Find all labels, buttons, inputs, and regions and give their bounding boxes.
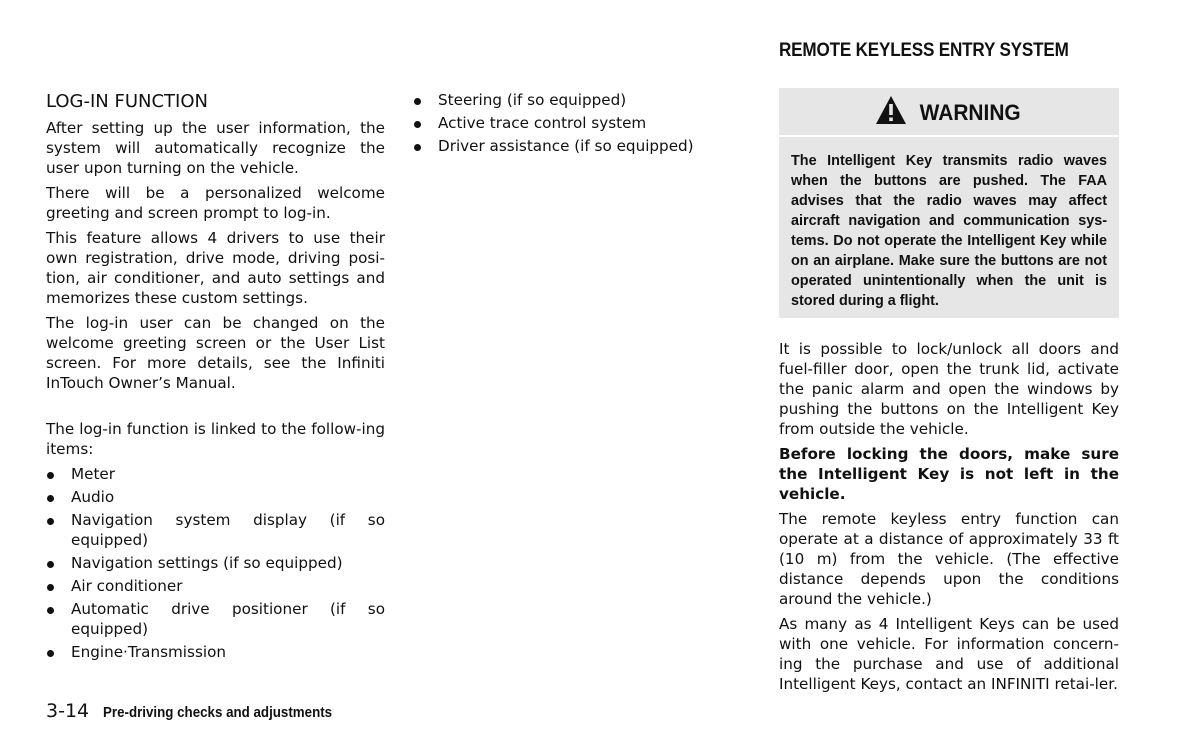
caution-paragraph: Before locking the doors, make sure the Intelligent Key is not left in the vehicle. xyxy=(779,445,1119,503)
warning-header xyxy=(779,88,1119,137)
list-item-text: Air conditioner xyxy=(71,577,183,595)
bullet-icon xyxy=(47,584,54,591)
page-number: 3-14 xyxy=(46,700,90,722)
bullet-icon xyxy=(47,472,54,479)
bullet-icon xyxy=(47,561,54,568)
warning-box xyxy=(779,88,1119,318)
paragraph: After setting up the user information, the system will automatically recognize the user upon turning on the vehicle. xyxy=(46,119,385,177)
right-column xyxy=(779,88,1119,699)
warning-triangle-icon xyxy=(875,95,917,130)
list-item xyxy=(46,599,385,639)
list-item xyxy=(46,464,385,484)
middle-column xyxy=(413,90,733,159)
list-item-text: Driver assistance (if so equipped) xyxy=(438,137,694,155)
paragraph: This feature allows 4 drivers to use their own registration, drive mode, driving posi-tion, air conditioner, and auto settings and memorizes these custom settings. xyxy=(46,229,385,307)
bullet-icon xyxy=(47,518,54,525)
paragraph: As many as 4 Intelligent Keys can be used with one vehicle. For information concern-ing the purchase and use of additional Intelligent Keys, contact an INFINITI retai-ler. xyxy=(779,615,1119,693)
spacer xyxy=(46,398,385,419)
warning-label: WARNING xyxy=(919,99,1021,125)
list-item xyxy=(413,136,733,156)
list-item xyxy=(46,576,385,596)
list-item xyxy=(46,642,385,662)
bullet-icon xyxy=(47,495,54,502)
paragraph: The log-in user can be changed on the welcome greeting screen or the User List screen. For more details, see the Infiniti InTouch Owner’s Manual. xyxy=(46,314,385,392)
list-item-text: Automatic drive positioner (if so equipped) xyxy=(71,600,385,638)
paragraph: It is possible to lock/unlock all doors and fuel-filler door, open the trunk lid, activate the panic alarm and open the windows by pushing the buttons on the Intelligent Key from outside the vehicle. xyxy=(779,340,1119,438)
paragraph: There will be a personalized welcome greeting and screen prompt to log-in. xyxy=(46,184,385,222)
list-item-text: Navigation settings (if so equipped) xyxy=(71,554,343,572)
list-item xyxy=(413,90,733,110)
list-item xyxy=(46,487,385,507)
paragraph: The log-in function is linked to the follow-ing items: xyxy=(46,420,385,458)
list-item xyxy=(413,113,733,133)
list-item-text: Audio xyxy=(71,488,115,506)
list-item-text: Engine·Transmission xyxy=(71,643,226,661)
list-item-text: Active trace control system xyxy=(438,114,647,132)
list-item-text: Steering (if so equipped) xyxy=(438,91,627,109)
list-item xyxy=(46,510,385,550)
list-item-text: Navigation system display (if so equipped) xyxy=(71,511,385,549)
bullet-icon xyxy=(414,121,421,128)
left-column xyxy=(46,90,385,665)
warning-text: The Intelligent Key transmits radio waves when the buttons are pushed. The FAA advises that the radio waves may affect aircraft navigation and communication sys-tems. Do not operate the Intelligent Key while on an airplane. Make sure the buttons are not operated unintentionally when the unit is stored during a flight. xyxy=(791,153,1107,309)
section-header: REMOTE KEYLESS ENTRY SYSTEM xyxy=(779,40,1069,61)
bullet-icon xyxy=(47,607,54,614)
linked-items-list-continued xyxy=(413,90,733,156)
section-title: LOG-IN FUNCTION xyxy=(46,91,208,112)
bullet-icon xyxy=(414,144,421,151)
bullet-icon xyxy=(47,650,54,657)
page-footer xyxy=(46,700,352,722)
bullet-icon xyxy=(414,98,421,105)
list-item-text: Meter xyxy=(71,465,115,483)
chapter-title: Pre-driving checks and adjustments xyxy=(103,705,333,721)
list-item xyxy=(46,553,385,573)
paragraph: The remote keyless entry function can operate at a distance of approximately 33 ft (10 m) from the vehicle. (The effective distance depends upon the conditions around the vehicle.) xyxy=(779,510,1119,608)
linked-items-list xyxy=(46,464,385,662)
